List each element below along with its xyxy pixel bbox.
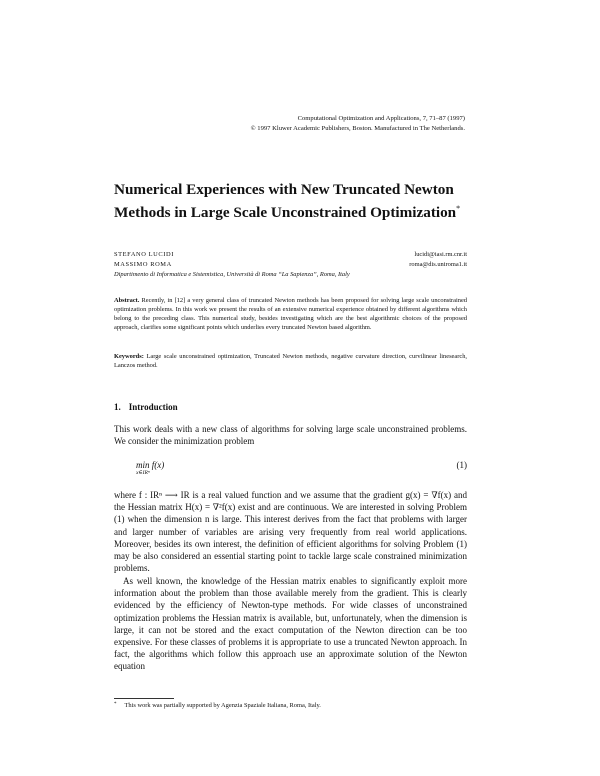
author-name: STEFANO LUCIDI: [114, 251, 174, 258]
author-email: roma@dis.uniroma1.it: [409, 261, 467, 268]
equation-1: [114, 460, 467, 480]
abstract: [114, 296, 467, 332]
journal-citation: Computational Optimization and Applications, 7, 71–87 (1997): [297, 115, 465, 122]
equation-subscript: x∈IRⁿ: [136, 470, 150, 476]
equation-expression: min f(x): [136, 460, 165, 470]
footnote-mark: *: [114, 702, 117, 707]
section-heading: [114, 402, 178, 412]
paragraph-2: where f : IRⁿ ⟶ IR is a real valued function and we assume that the gradient g(x) = ∇f(x) and the Hessian matrix H(x) = ∇²f(x) exist and are continuous. We are interested in solving Problem (1) when the dimension n is large. This interest derives from the fact that problems with larger and larger number of variables are arising very frequently from real world applications. Moreover, besides its own interest, the definition of efficient algorithms for solving Problem (1) may be also considered an essential starting point to tackle large scale constrained minimization problems.: [114, 490, 467, 574]
affiliation: Dipartimento di Informatica e Sistemistica, Università di Roma “La Sapienza”, Roma, Italy: [114, 271, 350, 278]
abstract-label: Abstract.: [114, 297, 140, 304]
copyright-notice: © 1997 Kluwer Academic Publishers, Boston. Manufactured in The Netherlands.: [250, 125, 465, 132]
keywords-label: Keywords:: [114, 353, 144, 360]
footnote-rule: [114, 698, 174, 699]
paragraph-1: This work deals with a new class of algorithms for solving large scale unconstrained problems. We consider the minimization problem: [114, 424, 467, 447]
paragraph-3: As well known, the knowledge of the Hessian matrix enables to significantly exploit more information about the problem than those available merely from the gradient. This is clearly evidenced by the efficiency of Newton-type methods. For wide classes of unconstrained optimization problems the Hessian matrix is available, but, unfortunately, when the dimension is large, it can not be stored and the exact computation of the Newton direction can be too expensive. For these classes of problems it is appropriate to use a truncated Newton approach. In fact, the algorithms which follow this approach use an approximate solution of the Newton equation: [114, 576, 467, 672]
section-number: 1.: [114, 402, 121, 412]
paper-title-text: Numerical Experiences with New Truncated Newton Methods in Large Scale Unconstrained Optimization: [114, 181, 457, 222]
author-line-2: [114, 261, 467, 268]
footnote-text: This work was partially supported by Agenzia Spaziale Italiana, Roma, Italy.: [124, 702, 321, 709]
section-title: Introduction: [128, 402, 178, 412]
footnote: [114, 702, 321, 709]
keywords: [114, 352, 467, 370]
author-line-1: [114, 251, 467, 258]
paper-title: [114, 180, 494, 222]
equation-number: (1): [456, 460, 467, 470]
abstract-text: Recently, in [12] a very general class of truncated Newton methods has been proposed for solving large scale unconstrained optimization problems. In this work we present the results of an extensive numerical experience obtained by different algorithms which belong to the preceding class. This numerical study, besides investigating which are the best algorithmic choices of the proposed approach, clarifies some significant points which underlies every truncated Newton based algorithm.: [114, 297, 467, 332]
keywords-text: Large scale unconstrained optimization, Truncated Newton methods, negative curvature direction, curvilinear linesearch, Lanczos method.: [114, 353, 467, 370]
title-footnote-mark: *: [456, 204, 461, 213]
author-name: MASSIMO ROMA: [114, 261, 172, 268]
author-email: lucidi@iasi.rm.cnr.it: [414, 251, 467, 258]
journal-header: [165, 114, 465, 134]
